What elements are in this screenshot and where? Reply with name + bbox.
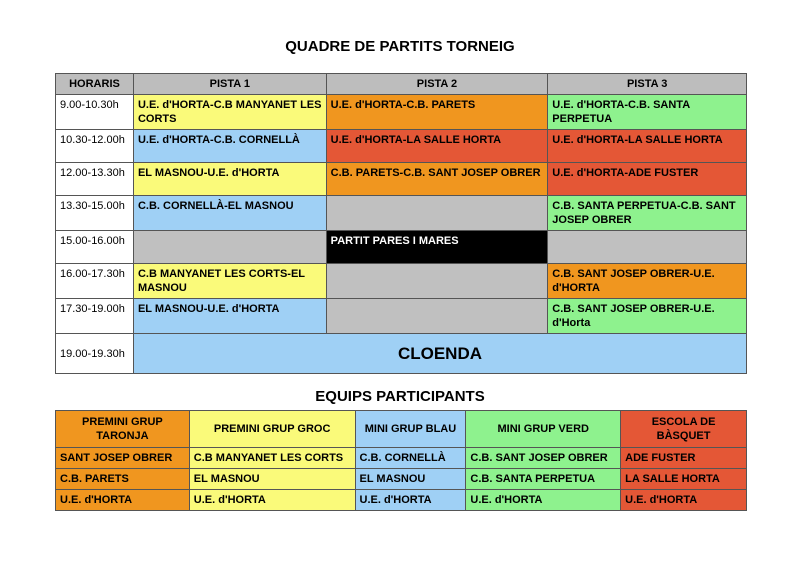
match-cell: C.B. SANT JOSEP OBRER-U.E. d'Horta [548,299,747,334]
teams-row [56,448,747,469]
team-cell: C.B. PARETS [56,469,190,490]
time-slot: 9.00-10.30h [56,95,134,130]
match-cell: U.E. d'HORTA-C.B MANYANET LES CORTS [133,95,326,130]
teams-row [56,469,747,490]
match-cell: EL MASNOU-U.E. d'HORTA [133,299,326,334]
header-horaris: HORARIS [56,74,134,95]
schedule-header-row [56,74,747,95]
empty-cell [326,264,548,299]
teams-title: EQUIPS PARTICIPANTS [315,388,485,405]
empty-cell [133,231,326,264]
team-cell: U.E. d'HORTA [56,490,190,511]
header-pista-2: PISTA 2 [326,74,548,95]
time-slot: 17.30-19.00h [56,299,134,334]
match-cell-parents: PARTIT PARES I MARES [326,231,548,264]
match-cell: U.E. d'HORTA-C.B. SANTA PERPETUA [548,95,747,130]
header-pista-3: PISTA 3 [548,74,747,95]
match-cell: U.E. d'HORTA-ADE FUSTER [548,163,747,196]
time-slot: 15.00-16.00h [56,231,134,264]
teams-row [56,490,747,511]
team-cell: C.B. SANTA PERPETUA [466,469,621,490]
time-slot: 16.00-17.30h [56,264,134,299]
schedule-row [56,95,747,130]
closing-row [56,334,747,374]
schedule-row [56,299,747,334]
group-header: PREMINI GRUP TARONJA [56,411,190,448]
empty-cell [326,196,548,231]
schedule-row [56,196,747,231]
team-cell: C.B. SANT JOSEP OBRER [466,448,621,469]
team-cell: U.E. d'HORTA [189,490,355,511]
team-cell: EL MASNOU [355,469,466,490]
time-slot: 12.00-13.30h [56,163,134,196]
closing-cell: CLOENDA [133,334,746,374]
team-cell: LA SALLE HORTA [621,469,747,490]
schedule-row [56,264,747,299]
header-pista-1: PISTA 1 [133,74,326,95]
schedule-row [56,130,747,163]
match-cell: U.E. d'HORTA-LA SALLE HORTA [548,130,747,163]
team-cell: U.E. d'HORTA [355,490,466,511]
teams-header-row [56,411,747,448]
match-cell: C.B. SANT JOSEP OBRER-U.E. d'HORTA [548,264,747,299]
match-cell: U.E. d'HORTA-LA SALLE HORTA [326,130,548,163]
team-cell: C.B MANYANET LES CORTS [189,448,355,469]
team-cell: EL MASNOU [189,469,355,490]
schedule-row [56,163,747,196]
empty-cell [326,299,548,334]
teams-table [55,410,747,511]
page-title: QUADRE DE PARTITS TORNEIG [285,38,515,55]
match-cell: C.B. SANTA PERPETUA-C.B. SANT JOSEP OBRER [548,196,747,231]
time-slot: 10.30-12.00h [56,130,134,163]
match-cell: U.E. d'HORTA-C.B. PARETS [326,95,548,130]
team-cell: U.E. d'HORTA [621,490,747,511]
match-cell: U.E. d'HORTA-C.B. CORNELLÀ [133,130,326,163]
match-cell: EL MASNOU-U.E. d'HORTA [133,163,326,196]
time-slot: 19.00-19.30h [56,334,134,374]
group-header: ESCOLA DE BÀSQUET [621,411,747,448]
schedule-table [55,73,747,374]
time-slot: 13.30-15.00h [56,196,134,231]
match-cell: C.B. CORNELLÀ-EL MASNOU [133,196,326,231]
team-cell: U.E. d'HORTA [466,490,621,511]
team-cell: C.B. CORNELLÀ [355,448,466,469]
schedule-row [56,231,747,264]
group-header: MINI GRUP BLAU [355,411,466,448]
group-header: MINI GRUP VERD [466,411,621,448]
empty-cell [548,231,747,264]
match-cell: C.B. PARETS-C.B. SANT JOSEP OBRER [326,163,548,196]
group-header: PREMINI GRUP GROC [189,411,355,448]
team-cell: ADE FUSTER [621,448,747,469]
team-cell: SANT JOSEP OBRER [56,448,190,469]
match-cell: C.B MANYANET LES CORTS-EL MASNOU [133,264,326,299]
